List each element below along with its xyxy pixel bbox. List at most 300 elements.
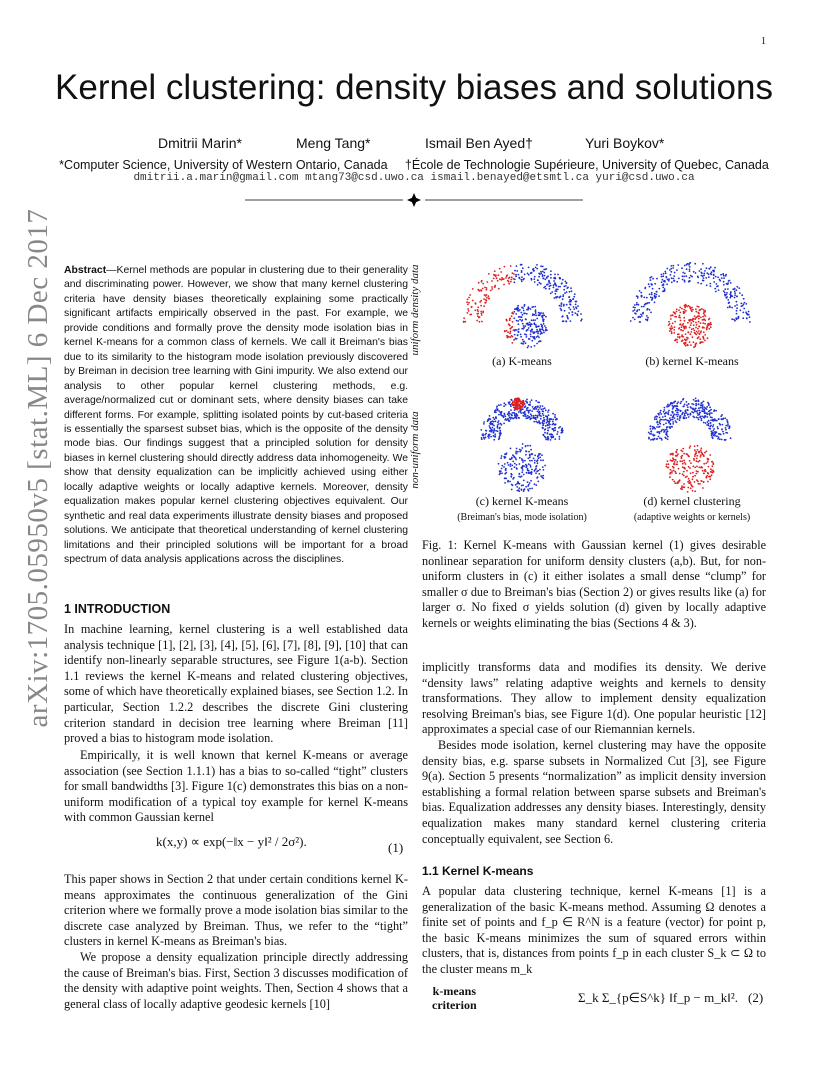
scatter-point [498, 288, 500, 290]
scatter-point [713, 424, 715, 426]
scatter-point [703, 473, 705, 475]
equation-1-number: (1) [388, 840, 404, 855]
scatter-point [533, 268, 535, 270]
scatter-point [673, 464, 675, 466]
scatter-point [522, 461, 524, 463]
scatter-point [704, 323, 706, 325]
scatter-point [683, 405, 685, 407]
scatter-point [671, 281, 673, 283]
scatter-point [520, 279, 522, 281]
scatter-point [692, 309, 694, 311]
scatter-point [696, 466, 698, 468]
scatter-point [522, 314, 524, 316]
scatter-point [697, 410, 699, 412]
scatter-point [550, 270, 552, 272]
scatter-point [534, 408, 536, 410]
scatter-point [546, 419, 548, 421]
scatter-point [562, 298, 564, 300]
scatter-point [547, 417, 549, 419]
scatter-point [667, 420, 669, 422]
scatter-point [684, 273, 686, 275]
scatter-point [518, 400, 520, 402]
scatter-point [711, 435, 713, 437]
scatter-point [724, 294, 726, 296]
scatter-point [734, 291, 736, 293]
scatter-point [634, 309, 636, 311]
scatter-point [682, 463, 684, 465]
scatter-point [659, 420, 661, 422]
scatter-point [543, 323, 545, 325]
scatter-point [518, 473, 520, 475]
scatter-point [510, 330, 512, 332]
scatter-point [639, 290, 641, 292]
scatter-point [498, 463, 500, 465]
scatter-point [545, 288, 547, 290]
scatter-point [710, 416, 712, 418]
scatter-point [682, 272, 684, 274]
scatter-point [654, 295, 656, 297]
scatter-point [497, 280, 499, 282]
scatter-point [670, 414, 672, 416]
scatter-point [509, 318, 511, 320]
scatter-point [525, 400, 527, 402]
scatter-point [549, 420, 551, 422]
scatter-point [646, 309, 648, 311]
scatter-point [697, 399, 699, 401]
scatter-point [468, 302, 470, 304]
scatter-point [561, 431, 563, 433]
scatter-point [671, 277, 673, 279]
scatter-point [695, 408, 697, 410]
scatter-point [524, 488, 526, 490]
scatter-point [538, 473, 540, 475]
scatter-point [716, 283, 718, 285]
scatter-point [676, 421, 678, 423]
scatter-point [498, 414, 500, 416]
scatter-point [491, 288, 493, 290]
scatter-point [693, 271, 695, 273]
scatter-point [694, 449, 696, 451]
scatter-point [670, 472, 672, 474]
scatter-point [481, 321, 483, 323]
scatter-point [498, 274, 500, 276]
scatter-point [506, 274, 508, 276]
equation-2-label-bottom: criterion [432, 998, 477, 1012]
scatter-point [480, 429, 482, 431]
scatter-point [531, 460, 533, 462]
scatter-point [706, 327, 708, 329]
scatter-point [529, 472, 531, 474]
scatter-point [745, 311, 747, 313]
scatter-point [669, 323, 671, 325]
scatter-point [516, 338, 518, 340]
scatter-point [674, 340, 676, 342]
scatter-point [485, 437, 487, 439]
scatter-point [696, 306, 698, 308]
scatter-point [531, 415, 533, 417]
scatter-point [542, 425, 544, 427]
scatter-point [505, 277, 507, 279]
scatter-point [680, 401, 682, 403]
scatter-point [525, 466, 527, 468]
scatter-point [534, 331, 536, 333]
scatter-point [503, 402, 505, 404]
scatter-point [708, 276, 710, 278]
scatter-point [550, 293, 552, 295]
scatter-point [570, 304, 572, 306]
scatter-point [702, 316, 704, 318]
scatter-point [475, 303, 477, 305]
scatter-point [525, 405, 527, 407]
scatter-point [547, 430, 549, 432]
scatter-point [700, 317, 702, 319]
scatter-point [520, 406, 522, 408]
scatter-point [511, 457, 513, 459]
scatter-point [555, 284, 557, 286]
intro-paragraph-2: Empirically, it is well known that kernel K-means or average association (see Section 1.1.1) has a bias to so-called “tight” clusters for small bandwidths [3]. Figure 1(c) demonstrates this bias on a non-uniform modification of a typical toy example for kernel K-means with common Gaussian kernel [64, 748, 408, 825]
scatter-point [581, 318, 583, 320]
scatter-point [709, 283, 711, 285]
scatter-point [636, 295, 638, 297]
scatter-point [712, 436, 714, 438]
scatter-point [528, 345, 530, 347]
scatter-point [661, 281, 663, 283]
scatter-point [675, 316, 677, 318]
scatter-point [553, 430, 555, 432]
scatter-point [521, 467, 523, 469]
scatter-point [639, 321, 641, 323]
scatter-point [681, 324, 683, 326]
scatter-point [556, 290, 558, 292]
scatter-point [666, 428, 668, 430]
scatter-point [575, 301, 577, 303]
scatter-point [544, 325, 546, 327]
scatter-point [490, 421, 492, 423]
scatter-point [467, 312, 469, 314]
scatter-point [705, 277, 707, 279]
scatter-point [538, 454, 540, 456]
scatter-point [665, 422, 667, 424]
scatter-point [681, 488, 683, 490]
scatter-point [491, 430, 493, 432]
scatter-point [511, 315, 513, 317]
scatter-point [670, 318, 672, 320]
scatter-point [522, 460, 524, 462]
scatter-point [709, 318, 711, 320]
scatter-point [703, 406, 705, 408]
scatter-point [534, 319, 536, 321]
scatter-point [709, 406, 711, 408]
scatter-point [570, 320, 572, 322]
scatter-point [494, 270, 496, 272]
scatter-point [676, 408, 678, 410]
scatter-point [692, 490, 694, 492]
scatter-point [676, 341, 678, 343]
scatter-point [531, 399, 533, 401]
scatter-point [524, 325, 526, 327]
scatter-point [559, 286, 561, 288]
scatter-point [500, 432, 502, 434]
scatter-point [537, 411, 539, 413]
scatter-point [514, 456, 516, 458]
scatter-point [523, 305, 525, 307]
scatter-point [565, 285, 567, 287]
scatter-point [510, 448, 512, 450]
scatter-point [477, 309, 479, 311]
scatter-point [528, 451, 530, 453]
scatter-point [686, 337, 688, 339]
scatter-point [699, 483, 701, 485]
scatter-point [470, 314, 472, 316]
scatter-point [520, 264, 522, 266]
scatter-point [529, 322, 531, 324]
scatter-point [708, 328, 710, 330]
scatter-point [722, 418, 724, 420]
scatter-point [525, 486, 527, 488]
scatter-point [704, 417, 706, 419]
scatter-point [530, 278, 532, 280]
scatter-point [493, 425, 495, 427]
scatter-point [701, 402, 703, 404]
scatter-point [516, 308, 518, 310]
scatter-point [534, 455, 536, 457]
scatter-point [700, 268, 702, 270]
scatter-point [507, 337, 509, 339]
scatter-point [566, 304, 568, 306]
scatter-point [545, 439, 547, 441]
scatter-point [696, 455, 698, 457]
scatter-point [696, 324, 698, 326]
scatter-point [540, 265, 542, 267]
scatter-point [686, 344, 688, 346]
scatter-point [540, 283, 542, 285]
scatter-point [666, 283, 668, 285]
scatter-point [521, 342, 523, 344]
scatter-point [521, 458, 523, 460]
scatter-point [727, 299, 729, 301]
scatter-point [525, 454, 527, 456]
scatter-point [548, 424, 550, 426]
scatter-point [563, 289, 565, 291]
scatter-point [689, 269, 691, 271]
scatter-point [542, 466, 544, 468]
scatter-point [715, 410, 717, 412]
scatter-point [547, 433, 549, 435]
scatter-point [705, 422, 707, 424]
scatter-point [697, 328, 699, 330]
scatter-point [727, 422, 729, 424]
scatter-point [700, 275, 702, 277]
scatter-point [486, 281, 488, 283]
scatter-point [515, 451, 517, 453]
scatter-point [547, 283, 549, 285]
scatter-point [512, 461, 514, 463]
scatter-point [542, 413, 544, 415]
scatter-point [464, 321, 466, 323]
scatter-point [677, 264, 679, 266]
scatter-point [485, 295, 487, 297]
scatter-point [682, 399, 684, 401]
scatter-point [673, 280, 675, 282]
scatter-point [661, 419, 663, 421]
scatter-point [523, 310, 525, 312]
scatter-point [665, 272, 667, 274]
scatter-point [501, 455, 503, 457]
scatter-point [507, 462, 509, 464]
scatter-point [518, 328, 520, 330]
scatter-point [536, 268, 538, 270]
scatter-point [529, 457, 531, 459]
scatter-point [550, 285, 552, 287]
scatter-point [659, 426, 661, 428]
scatter-point [744, 302, 746, 304]
caption-a: (a) K-means [492, 354, 552, 368]
scatter-point [486, 289, 488, 291]
scatter-point [531, 471, 533, 473]
scatter-point [528, 274, 530, 276]
scatter-point [512, 412, 514, 414]
scatter-point [517, 451, 519, 453]
scatter-point [723, 277, 725, 279]
scatter-point [636, 311, 638, 313]
scatter-point [710, 419, 712, 421]
scatter-point [481, 314, 483, 316]
scatter-point [497, 426, 499, 428]
scatter-point [692, 478, 694, 480]
scatter-point [709, 454, 711, 456]
scatter-point [704, 412, 706, 414]
scatter-point [667, 279, 669, 281]
scatter-point [500, 279, 502, 281]
scatter-point [477, 313, 479, 315]
scatter-point [542, 314, 544, 316]
scatter-point [650, 439, 652, 441]
scatter-point [528, 267, 530, 269]
scatter-point [731, 318, 733, 320]
scatter-point [577, 305, 579, 307]
scatter-point [723, 281, 725, 283]
scatter-point [543, 332, 545, 334]
scatter-point [725, 439, 727, 441]
scatter-point [493, 278, 495, 280]
scatter-point [481, 434, 483, 436]
scatter-point [652, 288, 654, 290]
scatter-point [516, 486, 518, 488]
scatter-point [643, 306, 645, 308]
scatter-point [717, 276, 719, 278]
scatter-point [555, 288, 557, 290]
scatter-point [701, 406, 703, 408]
scatter-point [466, 301, 468, 303]
scatter-point [488, 273, 490, 275]
scatter-point [694, 481, 696, 483]
scatter-point [528, 338, 530, 340]
scatter-point [530, 308, 532, 310]
scatter-point [544, 436, 546, 438]
scatter-point [500, 404, 502, 406]
scatter-point [565, 281, 567, 283]
scatter-point [669, 330, 671, 332]
scatter-point [687, 455, 689, 457]
scatter-point [534, 345, 536, 347]
scatter-point [683, 460, 685, 462]
scatter-point [542, 459, 544, 461]
scatter-point [671, 470, 673, 472]
scatter-point [531, 454, 533, 456]
scatter-point [549, 426, 551, 428]
scatter-point [541, 454, 543, 456]
equation-2: Σ_k Σ_{p∈S^k} ‖f_p − m_k‖². [578, 990, 738, 1005]
scatter-point [537, 415, 539, 417]
scatter-point [524, 274, 526, 276]
scatter-point [742, 305, 744, 307]
scatter-point [676, 269, 678, 271]
scatter-point [729, 426, 731, 428]
author-4: Yuri Boykov* [585, 135, 665, 151]
scatter-point [654, 418, 656, 420]
scatter-point [692, 408, 694, 410]
scatter-point [713, 410, 715, 412]
scatter-point [510, 405, 512, 407]
scatter-point [687, 331, 689, 333]
scatter-point [658, 413, 660, 415]
scatter-point [641, 315, 643, 317]
scatter-point [474, 310, 476, 312]
scatter-point [700, 447, 702, 449]
scatter-point [477, 315, 479, 317]
scatter-point [679, 419, 681, 421]
scatter-point [706, 406, 708, 408]
scatter-point [535, 415, 537, 417]
row-label-uniform: uniform density data [409, 264, 421, 356]
scatter-point [703, 274, 705, 276]
scatter-point [726, 292, 728, 294]
scatter-point [702, 408, 704, 410]
scatter-point [681, 267, 683, 269]
scatter-point [749, 316, 751, 318]
scatter-point [544, 419, 546, 421]
scatter-point [542, 312, 544, 314]
scatter-point [712, 430, 714, 432]
scatter-point [663, 283, 665, 285]
scatter-point [685, 310, 687, 312]
scatter-point [542, 266, 544, 268]
scatter-point [684, 468, 686, 470]
scatter-point [662, 429, 664, 431]
scatter-point [684, 328, 686, 330]
scatter-point [701, 418, 703, 420]
scatter-point [677, 453, 679, 455]
author-emails: dmitrii.a.marin@gmail.com mtang73@csd.uwo.ca ismail.benayed@etsmtl.ca yuri@csd.uwo.ca [133, 172, 695, 184]
scatter-point [638, 316, 640, 318]
scatter-point [485, 299, 487, 301]
scatter-point [580, 313, 582, 315]
scatter-point [689, 460, 691, 462]
scatter-point [489, 427, 491, 429]
scatter-point [668, 280, 670, 282]
scatter-point [690, 322, 692, 324]
caption-d: (d) kernel clustering [643, 494, 741, 508]
scatter-point [561, 303, 563, 305]
scatter-point [687, 322, 689, 324]
scatter-point [703, 338, 705, 340]
scatter-point [551, 291, 553, 293]
scatter-point [671, 325, 673, 327]
scatter-point [521, 485, 523, 487]
scatter-point [654, 438, 656, 440]
scatter-point [537, 406, 539, 408]
scatter-point [687, 481, 689, 483]
